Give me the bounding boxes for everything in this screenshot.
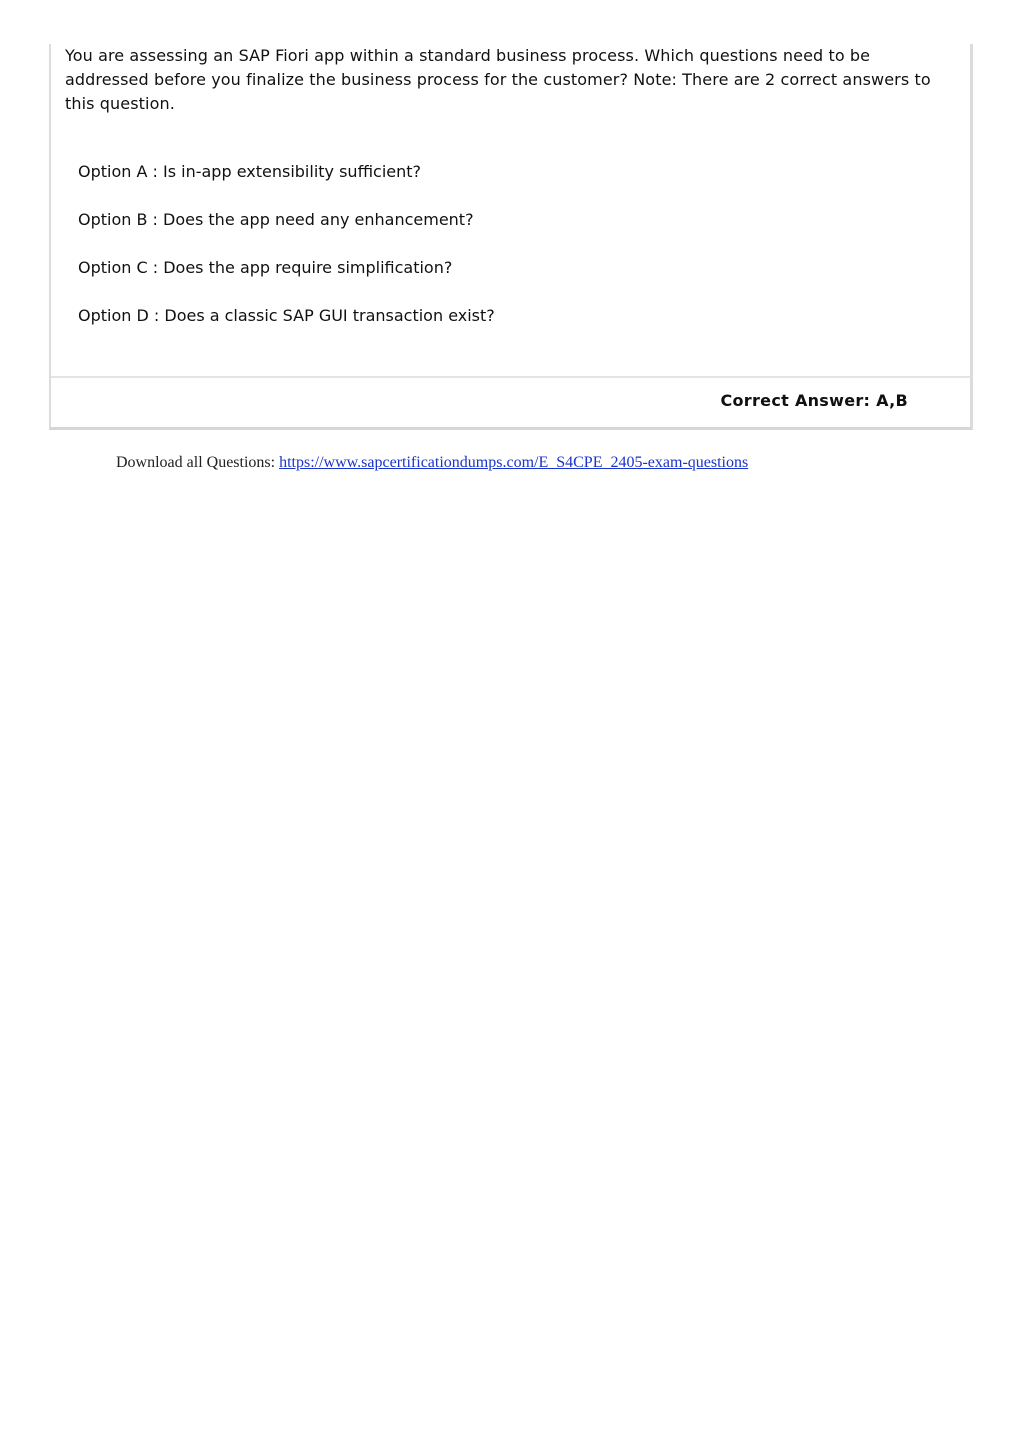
question-text: You are assessing an SAP Fiori app within a standard business process. Which questions need to be addressed before you finalize the business process for the customer? Note: There are 2 correct answers to this question. (65, 46, 931, 113)
options-list (78, 160, 495, 352)
download-prefix: Download all Questions: (116, 454, 276, 471)
option-d: Option D : Does a classic SAP GUI transaction exist? (78, 306, 495, 325)
correct-answer-value: A,B (876, 391, 908, 410)
option-b: Option B : Does the app need any enhancement? (78, 210, 474, 229)
correct-answer (720, 389, 908, 413)
correct-answer-label: Correct Answer: (720, 391, 871, 410)
download-line (116, 452, 748, 474)
question-card (49, 44, 973, 430)
option-c: Option C : Does the app require simplification? (78, 258, 453, 277)
answer-divider (51, 376, 970, 378)
download-link[interactable]: https://www.sapcertificationdumps.com/E_S4CPE_2405-exam-questions (279, 454, 749, 471)
option-a: Option A : Is in-app extensibility sufficient? (78, 162, 422, 181)
